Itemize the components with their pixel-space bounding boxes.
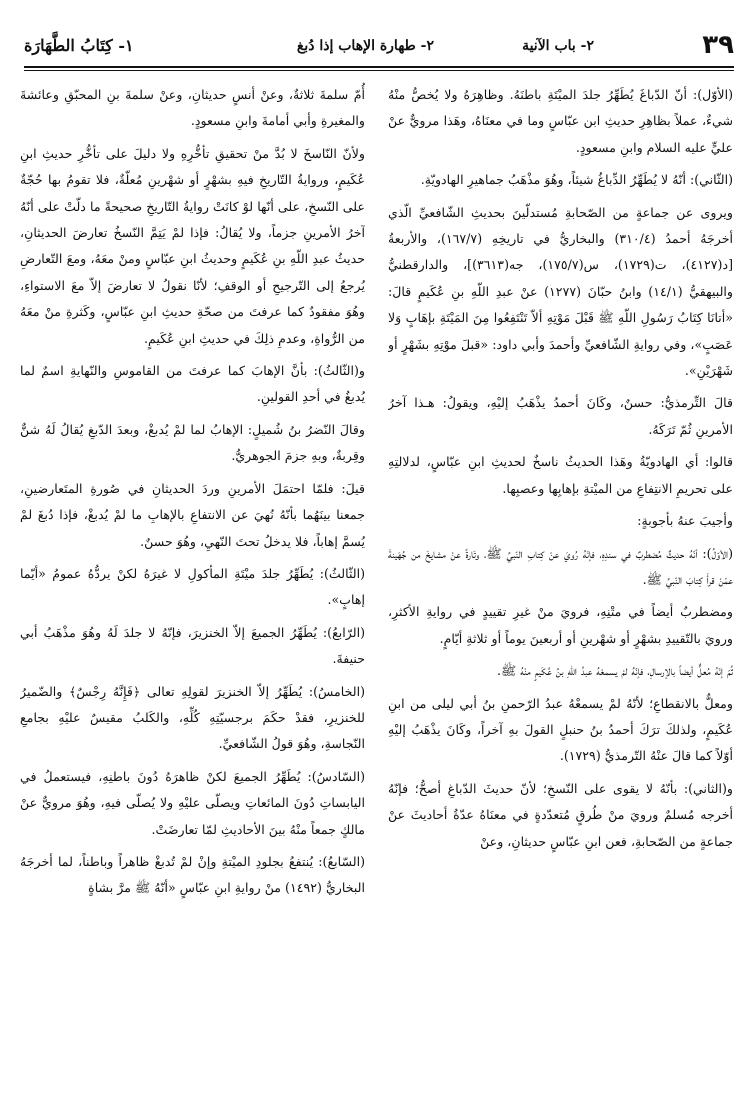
paragraph: (السّابعُ): يُنتفعُ بجلودِ الميْتةِ وإنْ لمْ تُدبغْ ظاهراً وباطناً، لما أخرجَهُ البخاريُّ (١٤٩٢) منْ روايةِ ابنِ عبّاسٍ «أنّهُ ﷺ مرَّ بشاةٍ [20, 853, 365, 896]
paragraph: ومضطربٌ أيضاً في متْنِهِ، فرويَ منْ غيرِ تقييدٍ في روايةِ الأكثرِ، ورويَ بالتّقييدِ بشهْرٍ أو شهْرينِ أو أربعينَ يوماً أو ثلاثةِ أيّامٍ. [388, 604, 733, 646]
paragraph: (الأوّل): أنّ الدّباغَ يُطَهِّرُ جلدَ الميْتَةِ باطنَهُ. وظاهِرَهُ ولا يُخصُّ منْهُ شيءٌ، عملاً بظاهِرِ حديثِ ابن عبّاسٍ وما في معنَاهُ، وهَذا مرويٌّ عنْ عليٍّ عليه السلام وابنِ مسعودٍ. [388, 87, 733, 155]
paragraph: (الخامسُ): يُطَهِّرُ إلاّ الخنزيرَ لقولِهِ تعالى ﴿فَإِنَّهُ رِجْسٌ﴾ والضّميرُ للخنزيرِ، فقدْ حكَمَ برجسيّتِهِ كُلِّهِ، والكَلبُ مقيسٌ عليْهِ بجامعِ النّجاسةِ، وهُوَ قولُ الشّافعيِّ. [20, 683, 365, 752]
left-text-column [20, 82, 365, 1087]
book-title: ١- كِتَابُ الطَّهَارَة [24, 36, 134, 55]
paragraph: (الأوّلُ): أنّهُ حديثٌ مُضطربٌ في سندِهِ، فإنّهُ رُويَ عنْ كِتابِ النّبيِّ ﷺ، وتَارةً عنْ مشايخَ من جُهَينةَ عمّنْ قرأَ كِتابَ النّبيِّ ﷺ. [388, 545, 733, 587]
page-header [24, 30, 734, 64]
paragraph: ومعلٌّ بالانقطاعِ؛ لأنّهُ لمْ يسمعْهُ عبدُ الرّحمنِ بنُ أبي ليلى من ابنِ عُكَيمٍ، ولذلكَ ترَكَ أحمدُ بنُ حنبلٍ القولَ بهِ آخراً، وكَانَ يذْهَبُ إليْهِ أوّلاً كما قالَ عنْهُ التّرمذيُّ (١٧٢٩). [388, 695, 733, 764]
paragraph: قيلَ: فلمّا احتمَلَ الأمرينِ وردَ الحديثانِ في صُورةِ المتَعارضينِ، جمعنا بينَهُما بأنّهُ نُهيَ عن الانتفاعِ بالإهابِ ما لمْ يُدبغْ، فإذا دُبغَ لمْ يُسمَّ إهاباً، فلا يدخلُ تحتَ النّهيِ، وهُوَ حسنٌ. [20, 480, 365, 549]
paragraph: ويروى عن جماعةٍ من الصّحابةِ مُستدلّينَ بحديثِ الشّافعيِّ الّذي أخرجَهُ أحمدُ (٣١٠/٤) والبخاريُّ في تاريخِهِ (١٦٧/٧)، والأربعةُ [د(٤١٢٧)، ت(١٧٢٩)، س(١٧٥/٧)، جه(٣٦١٣)]، والدارقطنيُّ والبيهقيُّ (١٤/١) وابنُ حبّانَ (١٢٧٧) عنْ عبدِ اللّهِ بنِ عُكَيمٍ قالَ: «أتانَا كِتَابُ رَسُولِ اللّهِ ﷺ قَبْلَ مَوْتِهِ ألاّ تَنْتَفِعُوا مِنَ المَيْتَةِ بإهَابٍ وَلا عَصَبٍ»، وفي روايةِ الشّافعيِّ وأحمدَ وأبي داود: «قبلَ موْتِهِ بشَهْرٍ أو شَهْرَيْنِ». [388, 204, 733, 379]
paragraph: و(الثّالثُ): بأنَّ الإهابَ كما عرفتَ من القاموسِ والنّهايةِ اسمٌ لما يُدبغُ في أحدِ القولينِ. [20, 363, 365, 405]
paragraph: ثُمّ إنّهُ مُعلٌّ أيضاً بالإرسالِ، فإنّهُ لمْ يسمعْهُ عبدُ اللّهِ بنُ عُكَيمٍ منْهُ ﷺ. [497, 663, 733, 679]
right-text-column [388, 82, 733, 1087]
paragraph: وقالَ النّضرُ بنُ شُميلٍ: الإهابُ لما لمْ يُدبغْ، وبعدَ الدّبغِ يُقالُ لَهُ شنٌّ وقِربةٌ، وبهِ جزمَ الجوهريُّ. [20, 421, 365, 464]
header-rule-thin [24, 70, 734, 71]
paragraph: قالوا: أي الهادويّةُ وهَذا الحديثُ ناسخٌ لحديثِ ابنِ عبّاسٍ، لدلالتِهِ على تحريمِ الانتِفاعِ من الميْتةِ بإهابِها وعصبِها. [388, 454, 733, 496]
page-number: ٣٩ [702, 30, 734, 60]
paragraph: و(الثاني): بأنّهُ لا يقوى على النّسخِ؛ لأنّ حديثَ الدّباغِ أصحُّ؛ فإنّهُ أخرجه مُسلمٌ ورويَ منْ طُرقٍ مُتعدّدةٍ في معنَاهُ عدّةُ أحاديثَ عنْ جماعةٍ من الصّحابةِ، فعن ابنِ عبّاسٍ حديثانِ، وعنْ [388, 780, 733, 849]
paragraph: (الثّاني): أنّهُ لا يُطَهِّرُ الدِّباغُ شيئاً، وهُوَ مذْهَبُ جماهيرِ الهادويّةِ. [420, 172, 733, 188]
paragraph: (الثّالثُ): يُطَهِّرُ جلدَ ميْتَةِ المأكولِ لا غيرَهُ لكنْ يردُّهُ عمومُ «أيّما إهابٍ». [20, 565, 365, 608]
paragraph: (الرّابعُ): يُطَهِّرُ الجميعَ إلاّ الخنزيرَ، فإنّهُ لا جلدَ لَهُ وهُوَ مذْهَبُ أبي حنيفةَ. [20, 624, 365, 667]
paragraph: أُمّ سلمةَ ثلاثةٌ، وعنْ أنسٍ حديثانِ، وعنْ سلمةَ بنِ المحبّقِ وعائشةَ والمغيرةِ وأبي أمامةَ وابنِ مسعودٍ. [20, 87, 365, 129]
chapter-title: ٢- باب الآنية [522, 38, 594, 54]
paragraph: ولأنّ النّاسخَ لا بُدَّ منْ تحقيقِ تأخُّرِهِ ولا دليلَ على تأخُّرِ حديثِ ابنِ عُكَيمٍ، وروايةُ التّاريخِ فيهِ بشهْرٍ أو شهْرينِ مُعلّةٌ، فلا تقومُ بها حُجّةٌ على النّسخِ، على أنّها لوْ كانَتْ روايةُ التّاريخِ صحيحةً ما دلّتْ على أنّهُ آخرُ الأمرينِ جزماً، ولا يُقالُ: فإذا لمْ يَتِمَّ النّسخُ تعارضَ الحديثانِ، حديثُ عبدِ اللّهِ بنِ عُكَيمٍ وحديثُ ابنِ عبّاسٍ ومنْ معَهُ، ومعَ التّعارضِ يُرجعُ إلى التّرجيحِ أو الوقفِ؛ لأنّا نقولُ لا تعارضَ إلاّ معَ الاستواءِ، وهُوَ مفقودٌ كما عرفتَ من صحّةِ حديثِ ابنِ عبّاسٍ، وكَثرةِ منْ معَهُ من الرُّواةِ، وعدمِ ذلِكَ في حديثِ ابنِ عُكَيمٍ. [20, 145, 365, 346]
paragraph: وأجيبَ عنهُ بأجوبةٍ: [637, 513, 733, 529]
paragraph: قالَ التِّرمذيُّ: حسنٌ، وكَانَ أحمدُ يذْهَبُ إليْهِ، ويقولُ: هـذا آخرُ الأمرينِ ثُمّ تَرَكَهُ. [388, 395, 733, 437]
header-rule [24, 66, 734, 68]
paragraph: (السّادسُ): يُطَهِّرُ الجميعَ لكنْ ظاهرَهُ دُونَ باطنِهِ، فيستعملُ في اليابساتِ دُونَ المائعاتِ ويصلّى عليْهِ ولا يُصلّى فيهِ، وهُوَ مرويٌّ عنْ مالكٍ جمعاً منْهُ بينَ الأحاديثِ لمّا تعارضَتْ. [20, 768, 365, 837]
section-title: ٢- طهارة الإهاب إذا دُبغ [296, 38, 434, 54]
